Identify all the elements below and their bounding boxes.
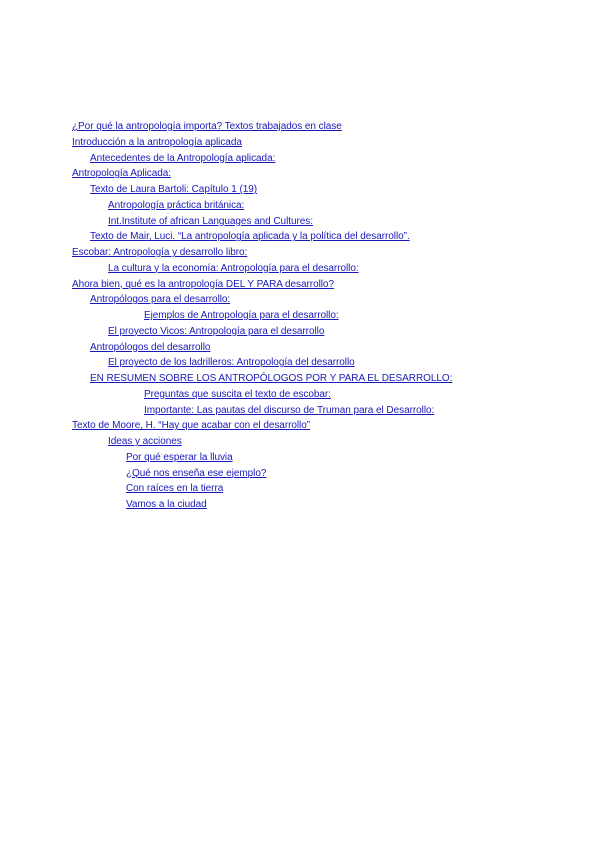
toc-item — [72, 117, 572, 133]
toc-item — [72, 259, 572, 275]
toc-item — [72, 495, 572, 511]
toc-link[interactable]: Ejemplos de Antropología para el desarrollo: — [144, 310, 339, 321]
toc-item — [72, 164, 572, 180]
toc-link[interactable]: El proyecto Vicos: Antropología para el desarrollo — [108, 325, 325, 337]
toc-item — [72, 196, 572, 212]
toc-item — [72, 306, 572, 322]
toc-item — [72, 464, 572, 480]
toc-link[interactable]: Escobar: Antropología y desarrollo libro: — [72, 247, 248, 258]
toc-link[interactable]: Preguntas que suscita el texto de escobar: — [144, 388, 331, 400]
toc-item — [72, 369, 572, 385]
toc-link[interactable]: Antropología práctica británica: — [108, 199, 245, 211]
toc-link[interactable]: ¿Qué nos enseña ese ejemplo? — [126, 467, 267, 479]
toc-link[interactable]: Introducción a la antropología aplicada — [72, 136, 242, 148]
toc-item — [72, 227, 572, 243]
toc-item — [72, 479, 572, 495]
toc-link[interactable]: Antropólogos para el desarrollo: — [90, 294, 231, 306]
toc-item — [72, 401, 572, 417]
toc-item — [72, 338, 572, 354]
toc-link[interactable]: Antropología Aplicada: — [72, 168, 171, 180]
toc-item — [72, 290, 572, 306]
toc-item — [72, 448, 572, 464]
toc-link[interactable]: Texto de Moore, H. “Hay que acabar con el desarrollo” — [72, 420, 311, 432]
toc-link[interactable]: Vamos a la ciudad — [126, 499, 207, 510]
toc-link[interactable]: Antropólogos del desarrollo — [90, 341, 211, 353]
toc-item — [72, 432, 572, 448]
toc-link[interactable]: Antecedentes de la Antropología aplicada: — [90, 152, 276, 164]
table-of-contents — [72, 117, 572, 511]
toc-link[interactable]: Importante: Las pautas del discurso de Truman para el Desarrollo: — [144, 404, 435, 416]
toc-item — [72, 149, 572, 165]
toc-item — [72, 212, 572, 228]
toc-link[interactable]: EN RESUMEN SOBRE LOS ANTROPÓLOGOS POR Y PARA EL DESARROLLO: — [90, 373, 453, 384]
toc-item — [72, 322, 572, 338]
toc-link[interactable]: Por qué esperar la lluvia — [126, 451, 233, 463]
toc-link[interactable]: Texto de Laura Bartoli: Capítulo 1 (19) — [90, 184, 258, 195]
toc-link[interactable]: ¿Por qué la antropología importa? Textos trabajados en clase — [72, 121, 342, 132]
toc-link[interactable]: El proyecto de los ladrilleros: Antropología del desarrollo — [108, 357, 355, 369]
toc-item — [72, 416, 572, 432]
toc-link[interactable]: Texto de Mair, Luci. “La antropología aplicada y la política del desarrollo”. — [90, 231, 410, 243]
toc-item — [72, 180, 572, 196]
toc-link[interactable]: Con raíces en la tierra — [126, 483, 224, 495]
toc-item — [72, 133, 572, 149]
toc-link[interactable]: La cultura y la economía: Antropología para el desarrollo: — [108, 262, 359, 274]
toc-link[interactable]: Ideas y acciones — [108, 436, 182, 447]
toc-link[interactable]: Int.Institute of african Languages and Cultures: — [108, 215, 313, 227]
toc-item — [72, 243, 572, 259]
toc-link[interactable]: Ahora bien, qué es la antropología DEL Y PARA desarrollo? — [72, 278, 334, 290]
toc-item — [72, 275, 572, 291]
toc-item — [72, 353, 572, 369]
toc-item — [72, 385, 572, 401]
